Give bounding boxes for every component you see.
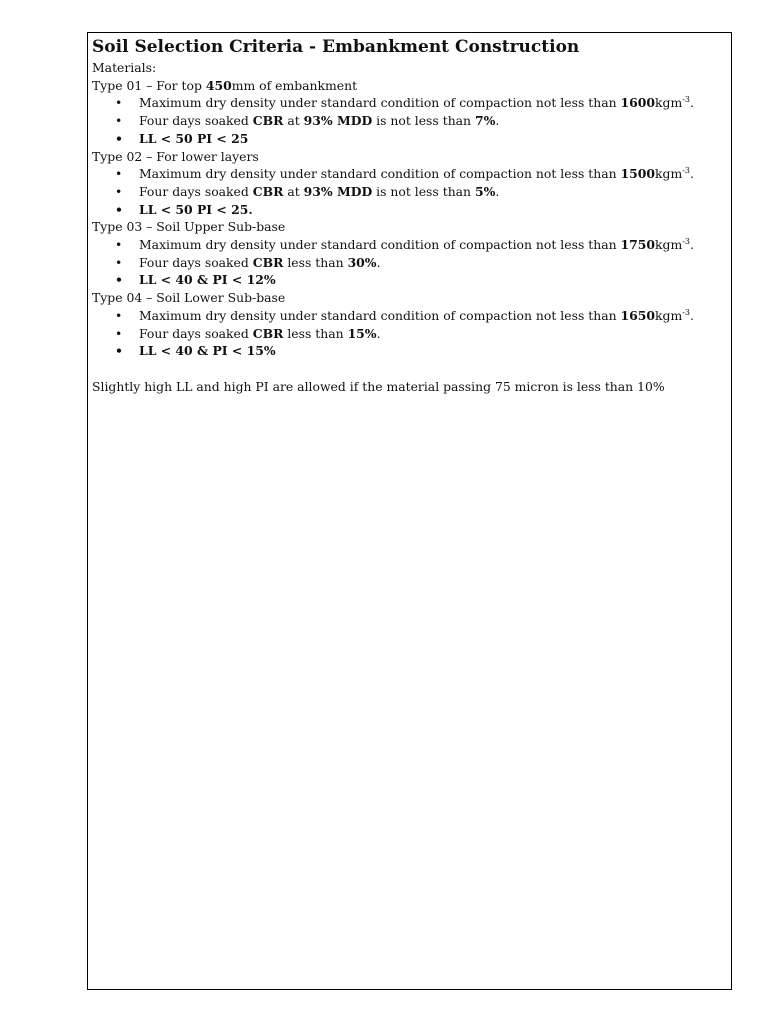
type-02-cbr-item: • Four days soaked CBR at 93% MDD is not less than 5%. [92, 183, 727, 201]
type-04-limits-item: • LL < 40 & PI < 15% [92, 342, 727, 360]
type-02-density-item: • Maximum dry density under standard condition of compaction not less than 1500kgm$^{-3}$. [92, 165, 727, 183]
type-02-criteria-list [92, 165, 727, 218]
type-03-cbr-item: • Four days soaked CBR less than 30%. [92, 254, 727, 272]
type-04-heading: Type 04 – Soil Lower Sub-base [92, 290, 286, 306]
paragraph-spacer [92, 360, 727, 378]
type-03-density-item: • Maximum dry density under standard condition of compaction not less than 1750kgm$^{-3}$. [92, 236, 727, 254]
type-02-limits-item: • LL < 50 PI < 25. [92, 201, 727, 219]
document-content [92, 35, 727, 395]
type-01-heading: Type 01 – For top 450mm of embankment [92, 77, 358, 93]
document-frame [87, 32, 732, 990]
type-03-limits-item: • LL < 40 & PI < 12% [92, 271, 727, 289]
type-02-heading: Type 02 – For lower layers [92, 148, 259, 164]
type-03-criteria-list [92, 236, 727, 289]
type-04-cbr-item: • Four days soaked CBR less than 15%. [92, 325, 727, 343]
type-04-density-item: • Maximum dry density under standard condition of compaction not less than 1650kgm$^{-3}$. [92, 307, 727, 325]
type-01-density-item: • Maximum dry density under standard condition of compaction not less than 1600kgm$^{-3}$. [92, 94, 727, 112]
document-title: Soil Selection Criteria - Embankment Construction [92, 37, 580, 57]
note-text: Slightly high LL and high PI are allowed if the material passing 75 micron is less than 10% [92, 378, 665, 394]
type-04-criteria-list [92, 307, 727, 360]
materials-label: Materials: [92, 60, 157, 75]
type-01-cbr-item: • Four days soaked CBR at 93% MDD is not less than 7%. [92, 112, 727, 130]
type-01-limits-item: • LL < 50 PI < 25 [92, 130, 727, 148]
type-01-criteria-list [92, 94, 727, 147]
type-03-heading: Type 03 – Soil Upper Sub-base [92, 219, 286, 235]
